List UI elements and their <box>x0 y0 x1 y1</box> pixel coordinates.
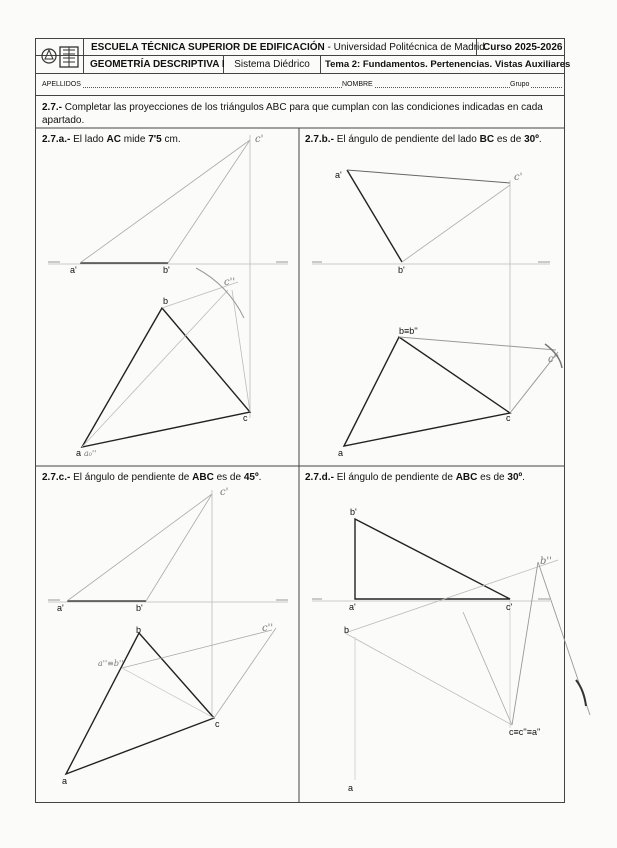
label-b-c: c <box>506 413 511 423</box>
label-d-b-dprime: b'' <box>540 556 552 567</box>
subject-name: GEOMETRÍA DESCRIPTIVA I <box>84 56 224 73</box>
label-d-b-prime: b' <box>350 507 357 517</box>
label-d-b: b <box>344 625 350 635</box>
grupo-label: Grupo <box>510 81 530 88</box>
part-c-heading: 2.7.c.- El ángulo de pendiente de ABC es de 45º. <box>42 472 262 483</box>
label-d-c-eq: c≡c''≡a'' <box>509 727 541 737</box>
label-c-b-prime: b' <box>136 603 143 613</box>
system-name: Sistema Diédrico <box>224 56 321 73</box>
label-hand-a-dprime: a₀'' <box>84 449 97 458</box>
label-a-prime: a' <box>70 265 77 275</box>
label-b-eq: b≡b'' <box>399 326 418 336</box>
exercise-number: 2.7.- <box>42 102 63 113</box>
apellidos-label: APELLIDOS <box>42 81 81 88</box>
label-b: b <box>163 296 169 306</box>
label-c-c: c <box>215 719 220 729</box>
part-b-heading: 2.7.b.- El ángulo de pendiente del lado BC es de 30º. <box>305 134 542 145</box>
label-b-b-prime: b' <box>398 265 405 275</box>
label-b-a-prime: a' <box>335 170 342 180</box>
nombre-label: NOMBRE <box>342 81 373 88</box>
label-c-a-eq-b: a''≡b'' <box>98 659 124 668</box>
label-c-c-dprime: c'' <box>262 623 274 634</box>
drawing-part-a <box>48 134 288 458</box>
school-title: ESCUELA TÉCNICA SUPERIOR DE EDIFICACIÓN <box>91 41 325 53</box>
label-b-c-prime: c' <box>514 172 523 183</box>
label-a: a <box>76 448 82 458</box>
part-a-heading: 2.7.a.- El lado AC mide 7'5 cm. <box>42 134 181 145</box>
label-b-c-dprime: c'' <box>548 354 560 365</box>
label-c-c-prime: c' <box>220 487 229 498</box>
label-d-a-prime: a' <box>349 602 356 612</box>
drawing-part-d <box>312 507 590 793</box>
label-c-a: a <box>62 776 68 786</box>
exercise-text: Completar las proyecciones de los triángulos ABC para que cumplan con las condiciones indicadas en cada apartado. <box>42 102 543 126</box>
label-d-c-prime: c' <box>506 602 513 612</box>
label-hand-c-prime: c' <box>255 134 264 145</box>
label-hand-c-dprime: c'' <box>224 277 236 288</box>
label-b-a: a <box>338 448 344 458</box>
drawing-part-b <box>312 170 562 458</box>
label-c-a-prime: a' <box>57 603 64 613</box>
label-d-a: a <box>348 783 354 793</box>
topic-name: Tema 2: Fundamentos. Pertenencias. Vistas Auxiliares <box>325 59 571 70</box>
label-b-prime: b' <box>163 265 170 275</box>
label-c-b: b <box>136 625 142 635</box>
drawing-part-c <box>48 487 288 786</box>
course-year: Curso 2025-2026 <box>476 39 566 55</box>
university-name: - Universidad Politécnica de Madrid <box>327 41 485 53</box>
label-c: c <box>243 413 248 423</box>
part-d-heading: 2.7.d.- El ángulo de pendiente de ABC es de 30º. <box>305 472 525 483</box>
